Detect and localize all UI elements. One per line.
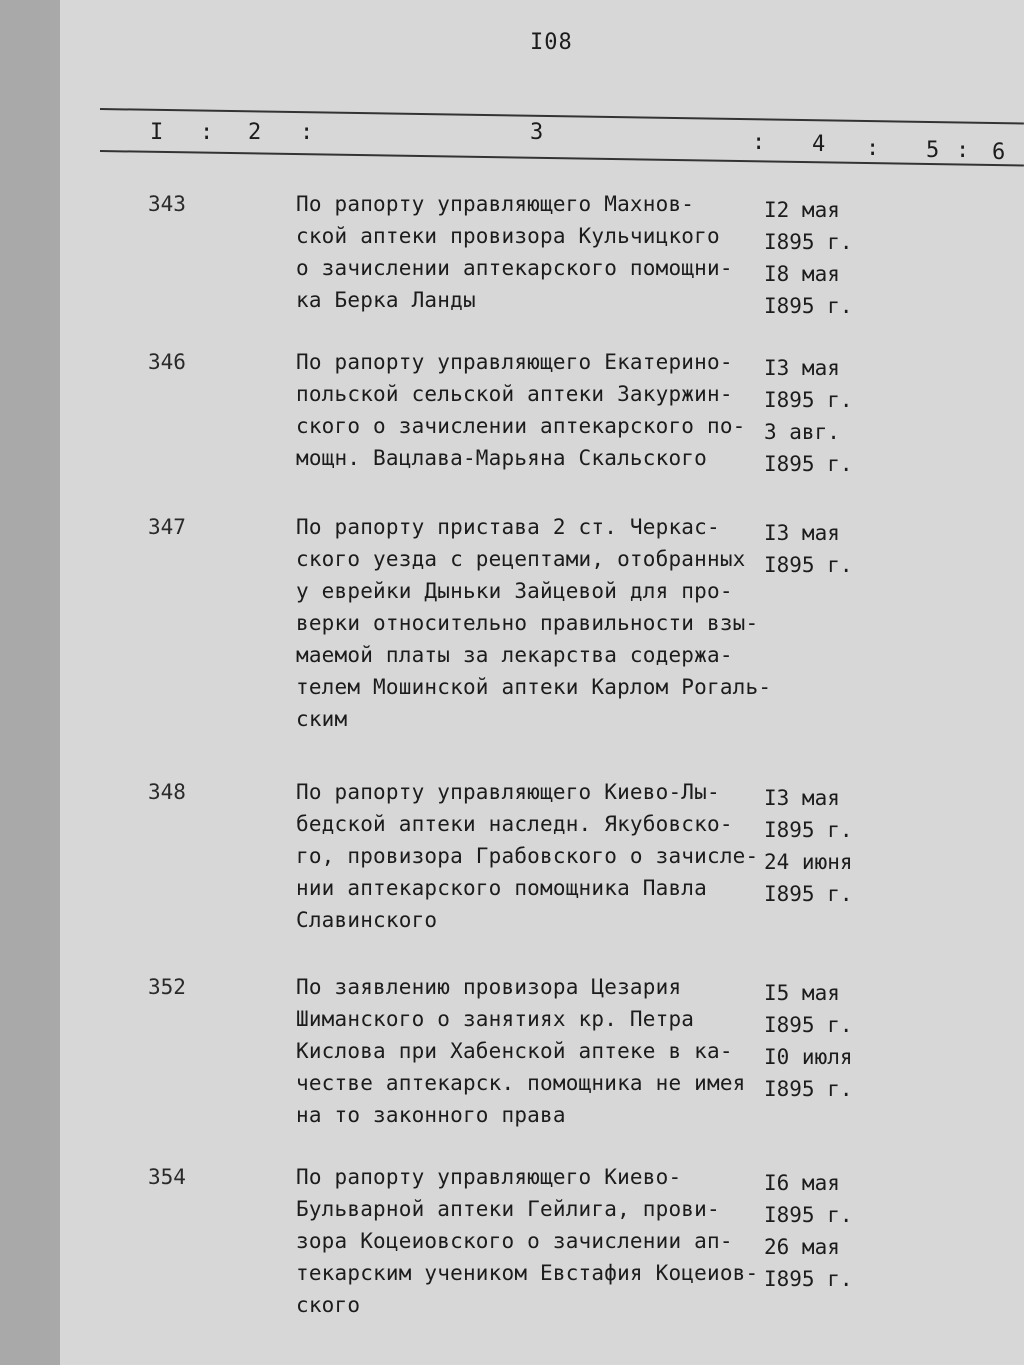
record-number: 348 xyxy=(148,780,186,804)
record-text-line: По рапорту управляющего Екатерино- xyxy=(296,350,733,374)
record-text-line: Кислова при Хабенской аптеке в ка- xyxy=(296,1039,733,1063)
page-number: I08 xyxy=(530,30,573,55)
record-text-line: ского уезда с рецептами, отобранных xyxy=(296,547,746,571)
record-date: I895 г. xyxy=(764,294,853,318)
record-date: 24 июня xyxy=(764,850,853,874)
record-date: 26 мая xyxy=(764,1235,840,1259)
record-text-line: на то законного права xyxy=(296,1103,566,1127)
record-text-line: Шиманского о занятиях кр. Петра xyxy=(296,1007,695,1031)
record-date: I2 мая xyxy=(764,198,840,222)
record-date: I3 мая xyxy=(764,356,840,380)
record-text-line: польской сельской аптеки Закуржин- xyxy=(296,382,733,406)
record-text-line: По рапорту пристава 2 ст. Черкас- xyxy=(296,515,720,539)
record-text-line: о зачислении аптекарского помощни- xyxy=(296,256,733,280)
column-separator: : xyxy=(866,136,880,161)
record-text-line: нии аптекарского помощника Павла xyxy=(296,876,707,900)
record-date: I0 июля xyxy=(764,1045,853,1069)
record-number: 347 xyxy=(148,515,186,539)
record-text-line: По рапорту управляющего Киево- xyxy=(296,1165,682,1189)
record-text-line: ской аптеки провизора Кульчицкого xyxy=(296,224,720,248)
record-date: I895 г. xyxy=(764,1077,853,1101)
record-text-line: ка Берка Ланды xyxy=(296,288,476,312)
column-header-2: 2 xyxy=(248,120,262,145)
record-date: 3 авг. xyxy=(764,420,840,444)
record-date: I895 г. xyxy=(764,818,853,842)
record-date: I6 мая xyxy=(764,1171,840,1195)
record-date: I895 г. xyxy=(764,882,853,906)
record-text-line: верки относительно правильности взы- xyxy=(296,611,759,635)
column-header-1: I xyxy=(150,120,164,145)
column-separator: : xyxy=(752,130,766,155)
record-date: I895 г. xyxy=(764,452,853,476)
record-text-line: го, провизора Грабовского о зачисле- xyxy=(296,844,759,868)
record-date: I895 г. xyxy=(764,230,853,254)
column-header-3: 3 xyxy=(530,120,544,145)
binding-gutter xyxy=(0,0,60,1365)
record-number: 352 xyxy=(148,975,186,999)
record-text-line: ским xyxy=(296,707,348,731)
record-date: I895 г. xyxy=(764,1013,853,1037)
column-separator: : xyxy=(200,120,214,145)
column-header-6: 6 xyxy=(992,140,1006,165)
record-date: I895 г. xyxy=(764,1203,853,1227)
record-date: I895 г. xyxy=(764,388,853,412)
record-date: I3 мая xyxy=(764,786,840,810)
record-date: I3 мая xyxy=(764,521,840,545)
column-header-5: 5 xyxy=(926,138,940,163)
record-text-line: бедской аптеки наследн. Якубовско- xyxy=(296,812,733,836)
record-text-line: Славинского xyxy=(296,908,438,932)
record-text-line: По рапорту управляющего Киево-Лы- xyxy=(296,780,720,804)
record-date: I5 мая xyxy=(764,981,840,1005)
record-text-line: мощн. Вацлава-Марьяна Скальского xyxy=(296,446,707,470)
record-text-line: ского xyxy=(296,1293,361,1317)
record-number: 354 xyxy=(148,1165,186,1189)
record-text-line: у еврейки Дыньки Зайцевой для про- xyxy=(296,579,733,603)
record-text-line: честве аптекарск. помощника не имея xyxy=(296,1071,746,1095)
column-header-4: 4 xyxy=(812,132,826,157)
record-text-line: маемой платы за лекарства содержа- xyxy=(296,643,733,667)
record-text-line: текарским учеником Евстафия Коцеиов- xyxy=(296,1261,759,1285)
record-text-line: зора Коцеиовского о зачислении ап- xyxy=(296,1229,733,1253)
record-text-line: ского о зачислении аптекарского по- xyxy=(296,414,746,438)
column-separator: : xyxy=(300,120,314,145)
record-number: 343 xyxy=(148,192,186,216)
record-date: I895 г. xyxy=(764,553,853,577)
record-text-line: Бульварной аптеки Гейлига, прови- xyxy=(296,1197,720,1221)
record-text-line: телем Мошинской аптеки Карлом Рогаль- xyxy=(296,675,772,699)
column-separator: : xyxy=(956,138,970,163)
record-date: I895 г. xyxy=(764,1267,853,1291)
record-number: 346 xyxy=(148,350,186,374)
record-text-line: По рапорту управляющего Махнов- xyxy=(296,192,695,216)
record-date: I8 мая xyxy=(764,262,840,286)
record-text-line: По заявлению провизора Цезария xyxy=(296,975,682,999)
